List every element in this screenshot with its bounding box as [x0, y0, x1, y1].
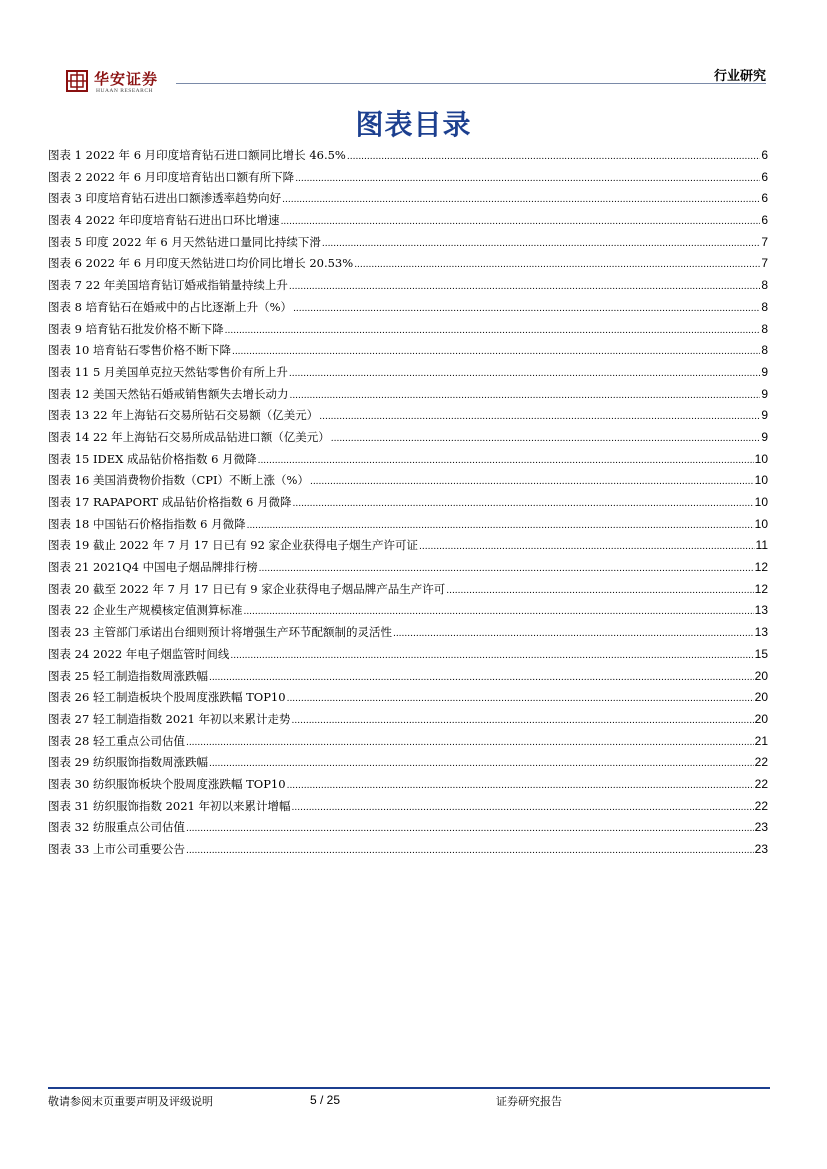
toc-entry-page: 6: [761, 148, 768, 162]
toc-entry-label: 图表 30 纺织服饰板块个股周度涨跌幅 TOP10: [48, 776, 286, 791]
toc-entry-page: 8: [761, 299, 768, 314]
toc-entry-label: 图表 26 轻工制造板块个股周度涨跌幅 TOP10: [48, 690, 286, 705]
toc-entry[interactable]: [48, 167, 768, 189]
toc-leader-dots: [243, 602, 753, 624]
brand-name: 华安证券: [94, 70, 159, 88]
toc-leader-dots: [209, 754, 754, 776]
toc-entry-page: 23: [754, 842, 768, 856]
toc-entry[interactable]: [48, 579, 768, 601]
toc-entry-page: 22: [754, 755, 768, 770]
toc-leader-dots: [295, 169, 760, 191]
page-header: [48, 64, 770, 104]
toc-entry-page: 10: [754, 516, 768, 531]
toc-entry-page: 13: [754, 625, 768, 640]
toc-entry-page: 10: [754, 495, 768, 509]
toc-leader-dots: [354, 255, 760, 277]
toc-leader-dots: [322, 234, 760, 256]
toc-entry-label: 图表 4 2022 年印度培育钻石进出口环比增速: [48, 213, 280, 228]
toc-entry-label: 图表 28 轻工重点公司估值: [48, 733, 185, 748]
toc-entry-label: 图表 9 培育钻石批发价格不断下降: [48, 321, 224, 336]
toc-entry-label: 图表 19 截止 2022 年 7 月 17 日已有 92 家企业获得电子烟生产许可证: [48, 538, 419, 553]
toc-entry-label: 图表 10 培育钻石零售价格不断下降: [48, 343, 231, 358]
toc-entry-label: 图表 33 上市公司重要公告: [48, 842, 185, 856]
toc-leader-dots: [209, 668, 754, 690]
toc-entry[interactable]: [48, 275, 768, 297]
toc-entry[interactable]: [48, 817, 768, 839]
toc-entry-label: 图表 16 美国消费物价指数（CPI）不断上涨（%）: [48, 473, 309, 488]
brand-subtitle: HUAAN RESEARCH: [96, 88, 153, 94]
toc-leader-dots: [230, 646, 753, 668]
toc-entry-page: 8: [761, 278, 768, 293]
toc-entry[interactable]: [48, 731, 768, 753]
toc-entry-label: 图表 27 轻工制造指数 2021 年初以来累计走势: [48, 711, 291, 726]
toc-entry-label: 图表 25 轻工制造指数周涨跌幅: [48, 668, 208, 683]
toc-leader-dots: [331, 429, 761, 451]
toc-entry[interactable]: [48, 839, 768, 861]
toc-entry-page: 10: [754, 451, 768, 466]
page-title: 图表目录: [355, 108, 472, 141]
toc-entry-label: 图表 29 纺织服饰指数周涨跌幅: [48, 755, 208, 770]
toc-entry-page: 9: [761, 364, 768, 379]
toc-entry-label: 图表 23 主管部门承诺出台细则预计将增强生产环节配额制的灵活性: [48, 625, 392, 640]
toc-entry-label: 图表 32 纺服重点公司估值: [48, 820, 185, 835]
toc-leader-dots: [282, 190, 760, 212]
toc-entry-page: 8: [761, 321, 768, 336]
toc-entry[interactable]: [48, 774, 768, 796]
toc-entry[interactable]: [48, 340, 768, 362]
toc-entry-label: 图表 20 截至 2022 年 7 月 17 日已有 9 家企业获得电子烟品牌产品生产许可: [48, 581, 446, 596]
toc-entry[interactable]: [48, 600, 768, 622]
toc-entry-page: 6: [761, 213, 768, 228]
toc-leader-dots: [281, 212, 761, 234]
toc-entry-page: 15: [754, 646, 768, 661]
toc-entry-page: 12: [754, 560, 768, 575]
toc-leader-dots: [247, 516, 754, 538]
toc-entry-label: 图表 18 中国钻石价格指指数 6 月微降: [48, 516, 246, 531]
toc-entry-label: 图表 24 2022 年电子烟监管时间线: [48, 646, 230, 661]
toc-leader-dots: [310, 472, 754, 494]
toc-entry[interactable]: [48, 210, 768, 232]
toc-leader-dots: [289, 364, 760, 386]
toc-entry-page: 22: [754, 798, 768, 813]
toc-leader-dots: [446, 581, 753, 603]
toc-entry-label: 图表 12 美国天然钻石婚戒销售额失去增长动力: [48, 386, 289, 401]
toc-leader-dots: [186, 733, 754, 755]
page-number: 5 / 25: [310, 1093, 341, 1107]
toc-entry[interactable]: [48, 752, 768, 774]
toc-entry[interactable]: [48, 145, 768, 167]
toc-leader-dots: [225, 321, 761, 343]
toc-entry-page: 20: [754, 668, 768, 683]
toc-entry-page: 9: [761, 429, 768, 444]
toc-entry-label: 图表 21 2021Q4 中国电子烟品牌排行榜: [48, 560, 258, 575]
toc-leader-dots: [287, 776, 754, 798]
toc-entry-page: 6: [761, 191, 768, 206]
toc-entry[interactable]: [48, 644, 768, 666]
toc-entry-page: 12: [754, 581, 768, 596]
section-label: 行业研究: [713, 69, 766, 84]
toc-entry-page: 6: [761, 169, 768, 184]
toc-entry-label: 图表 15 IDEX 成品钻价格指数 6 月微降: [48, 451, 257, 466]
toc-entry-page: 7: [761, 256, 768, 271]
toc-leader-dots: [289, 386, 760, 408]
toc-leader-dots: [258, 451, 754, 473]
toc-entry[interactable]: [48, 232, 768, 254]
toc-entry[interactable]: [48, 188, 768, 210]
toc-entry-page: 7: [761, 234, 768, 249]
toc-entry-label: 图表 8 培育钻石在婚戒中的占比逐渐上升（%）: [48, 299, 293, 314]
footer-disclaimer: 敬请参阅末页重要声明及评级说明: [48, 1095, 213, 1108]
toc-leader-dots: [287, 689, 754, 711]
toc-entry-page: 8: [761, 343, 768, 358]
toc-entry-label: 图表 13 22 年上海钻石交易所钻石交易额（亿美元）: [48, 408, 319, 423]
toc-entry[interactable]: [48, 319, 768, 341]
toc-leader-dots: [292, 711, 754, 733]
toc-entry[interactable]: [48, 427, 768, 449]
toc-entry-page: 20: [754, 690, 768, 705]
toc-leader-dots: [292, 798, 754, 820]
toc-entry-label: 图表 17 RAPAPORT 成品钻价格指数 6 月微降: [48, 495, 292, 509]
toc-entry-label: 图表 7 22 年美国培育钻订婚戒指销量持续上升: [48, 278, 288, 293]
toc-entry-label: 图表 6 2022 年 6 月印度天然钻进口均价同比增长 20.53%: [48, 256, 354, 271]
toc-leader-dots: [293, 299, 760, 321]
toc-entry-page: 13: [754, 603, 768, 618]
toc-entry-label: 图表 1 2022 年 6 月印度培育钻石进口额同比增长 46.5%: [48, 148, 346, 162]
toc-entry[interactable]: [48, 796, 768, 818]
table-of-figures: [48, 145, 768, 861]
toc-leader-dots: [347, 147, 760, 169]
toc-entry[interactable]: [48, 253, 768, 275]
toc-entry-label: 图表 2 2022 年 6 月印度培育钻出口额有所下降: [48, 169, 295, 184]
toc-leader-dots: [419, 537, 754, 559]
toc-leader-dots: [186, 819, 754, 841]
toc-entry[interactable]: [48, 362, 768, 384]
toc-entry[interactable]: [48, 666, 768, 688]
huaan-logo-icon: [66, 70, 88, 92]
toc-entry-label: 图表 14 22 年上海钻石交易所成品钻进口额（亿美元）: [48, 429, 330, 444]
toc-entry[interactable]: [48, 514, 768, 536]
toc-entry[interactable]: [48, 449, 768, 471]
footer-divider: [48, 1087, 770, 1089]
toc-entry-page: 21: [754, 733, 768, 748]
toc-entry-label: 图表 5 印度 2022 年 6 月天然钻进口量同比持续下滑: [48, 234, 321, 249]
toc-entry[interactable]: [48, 405, 768, 427]
toc-entry-page: 10: [754, 473, 768, 488]
toc-entry[interactable]: [48, 492, 768, 514]
toc-leader-dots: [186, 841, 754, 863]
toc-entry-page: 9: [761, 408, 768, 423]
toc-entry[interactable]: [48, 709, 768, 731]
toc-entry-page: 20: [754, 711, 768, 726]
toc-entry-page: 11: [755, 538, 768, 553]
toc-entry[interactable]: [48, 470, 768, 492]
toc-entry-label: 图表 22 企业生产规模核定值测算标准: [48, 603, 243, 618]
toc-entry[interactable]: [48, 384, 768, 406]
toc-entry[interactable]: [48, 535, 768, 557]
toc-leader-dots: [259, 559, 754, 581]
toc-entry-label: 图表 3 印度培育钻石进出口额渗透率趋势向好: [48, 191, 282, 206]
toc-leader-dots: [319, 407, 760, 429]
toc-entry-page: 23: [754, 820, 768, 835]
toc-entry[interactable]: [48, 297, 768, 319]
toc-leader-dots: [232, 342, 760, 364]
header-divider: [176, 83, 766, 84]
toc-entry-page: 22: [754, 776, 768, 791]
toc-entry[interactable]: [48, 557, 768, 579]
toc-entry[interactable]: [48, 622, 768, 644]
report-type: 证券研究报告: [496, 1095, 562, 1108]
toc-entry-page: 9: [761, 386, 768, 401]
toc-leader-dots: [289, 277, 760, 299]
toc-leader-dots: [393, 624, 754, 646]
toc-entry-label: 图表 11 5 月美国单克拉天然钻零售价有所上升: [48, 364, 288, 379]
toc-entry-label: 图表 31 纺织服饰指数 2021 年初以来累计增幅: [48, 798, 291, 813]
toc-leader-dots: [292, 494, 753, 516]
toc-entry[interactable]: [48, 687, 768, 709]
